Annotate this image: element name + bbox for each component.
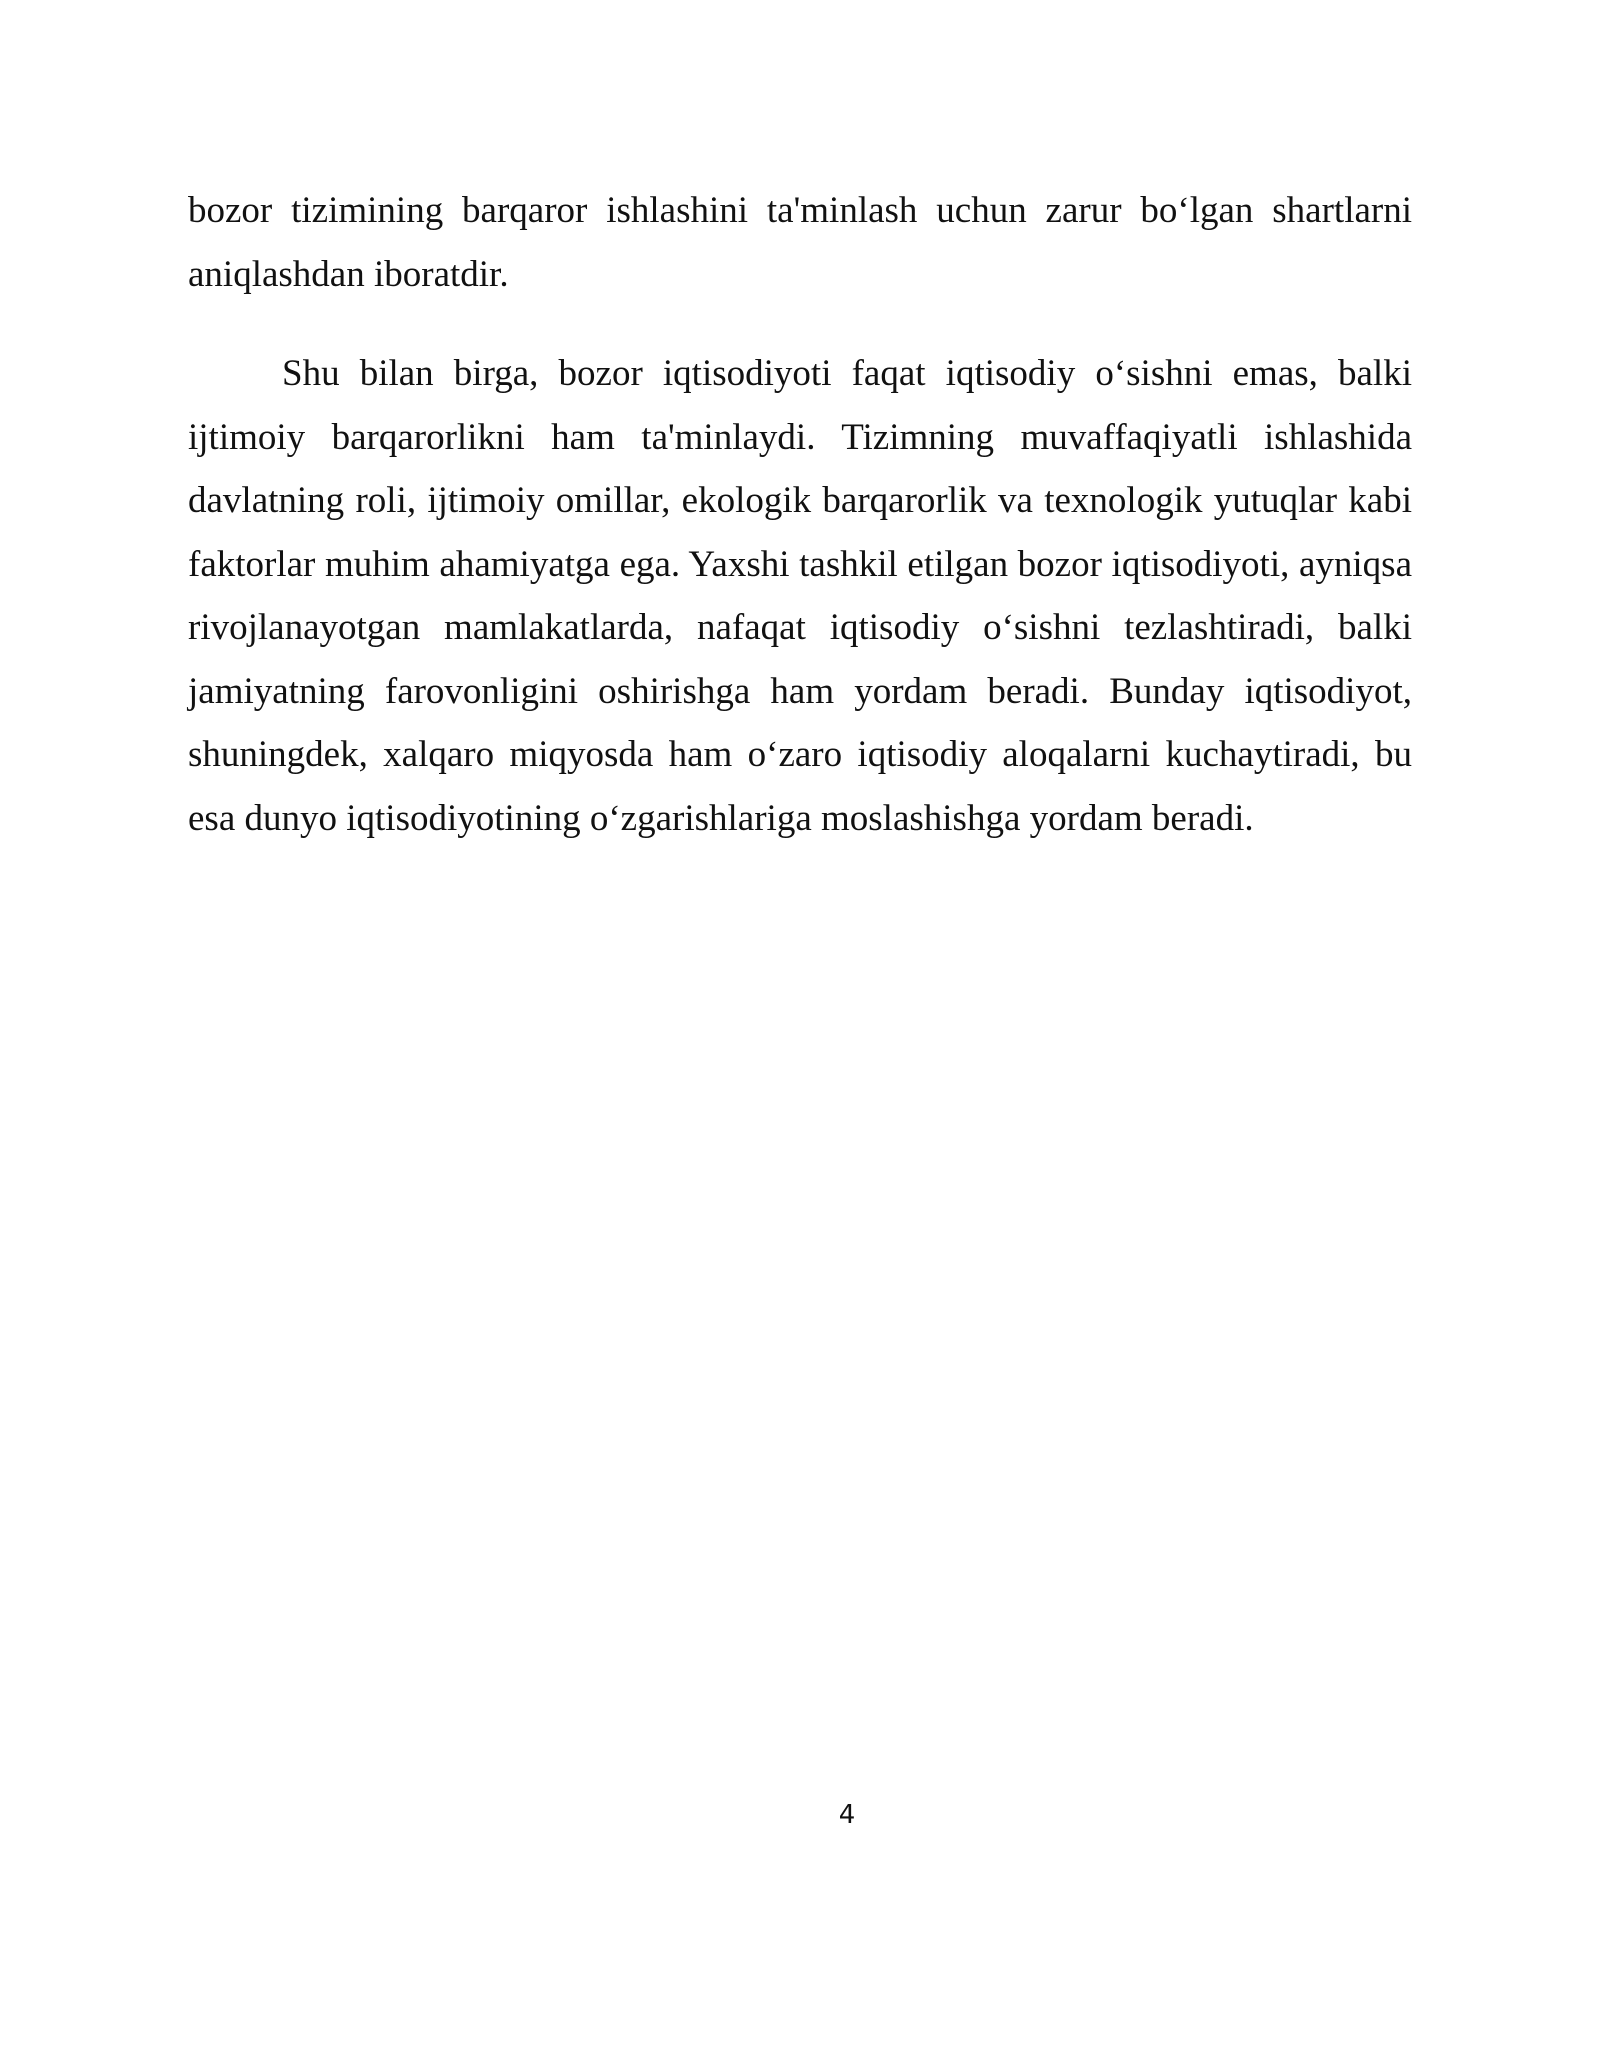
page-number: 4 xyxy=(838,1800,856,1830)
paragraph-continuation: bozor tizimining barqaror ishlashini ta'minlash uchun zarur bo‘lgan shartlarni aniqlashdan iboratdir. xyxy=(188,190,1412,295)
paragraph-body: Shu bilan birga, bozor iqtisodiyoti faqat iqtisodiy o‘sishni emas, balki ijtimoiy barqarorlikni ham ta'minlaydi. Tizimning muvaffaqiyatli ishlashida davlatning roli, ijtimoiy omillar, ekologik barqarorlik va texnologik yutuqlar kabi faktorlar muhim ahamiyatga ega. Yaxshi tashkil etilgan bozor iqtisodiyoti, ayniqsa rivojlanayotgan mamlakatlarda, nafaqat iqtisodiy o‘sishni tezlashtiradi, balki jamiyatning farovonligini oshirishga ham yordam beradi. Bunday iqtisodiyot, shuningdek, xalqaro miqyosda ham o‘zaro iqtisodiy aloqalarni kuchaytiradi, bu esa dunyo iqtisodiyotining o‘zgarishlariga moslashishga yordam beradi. xyxy=(188,353,1412,839)
